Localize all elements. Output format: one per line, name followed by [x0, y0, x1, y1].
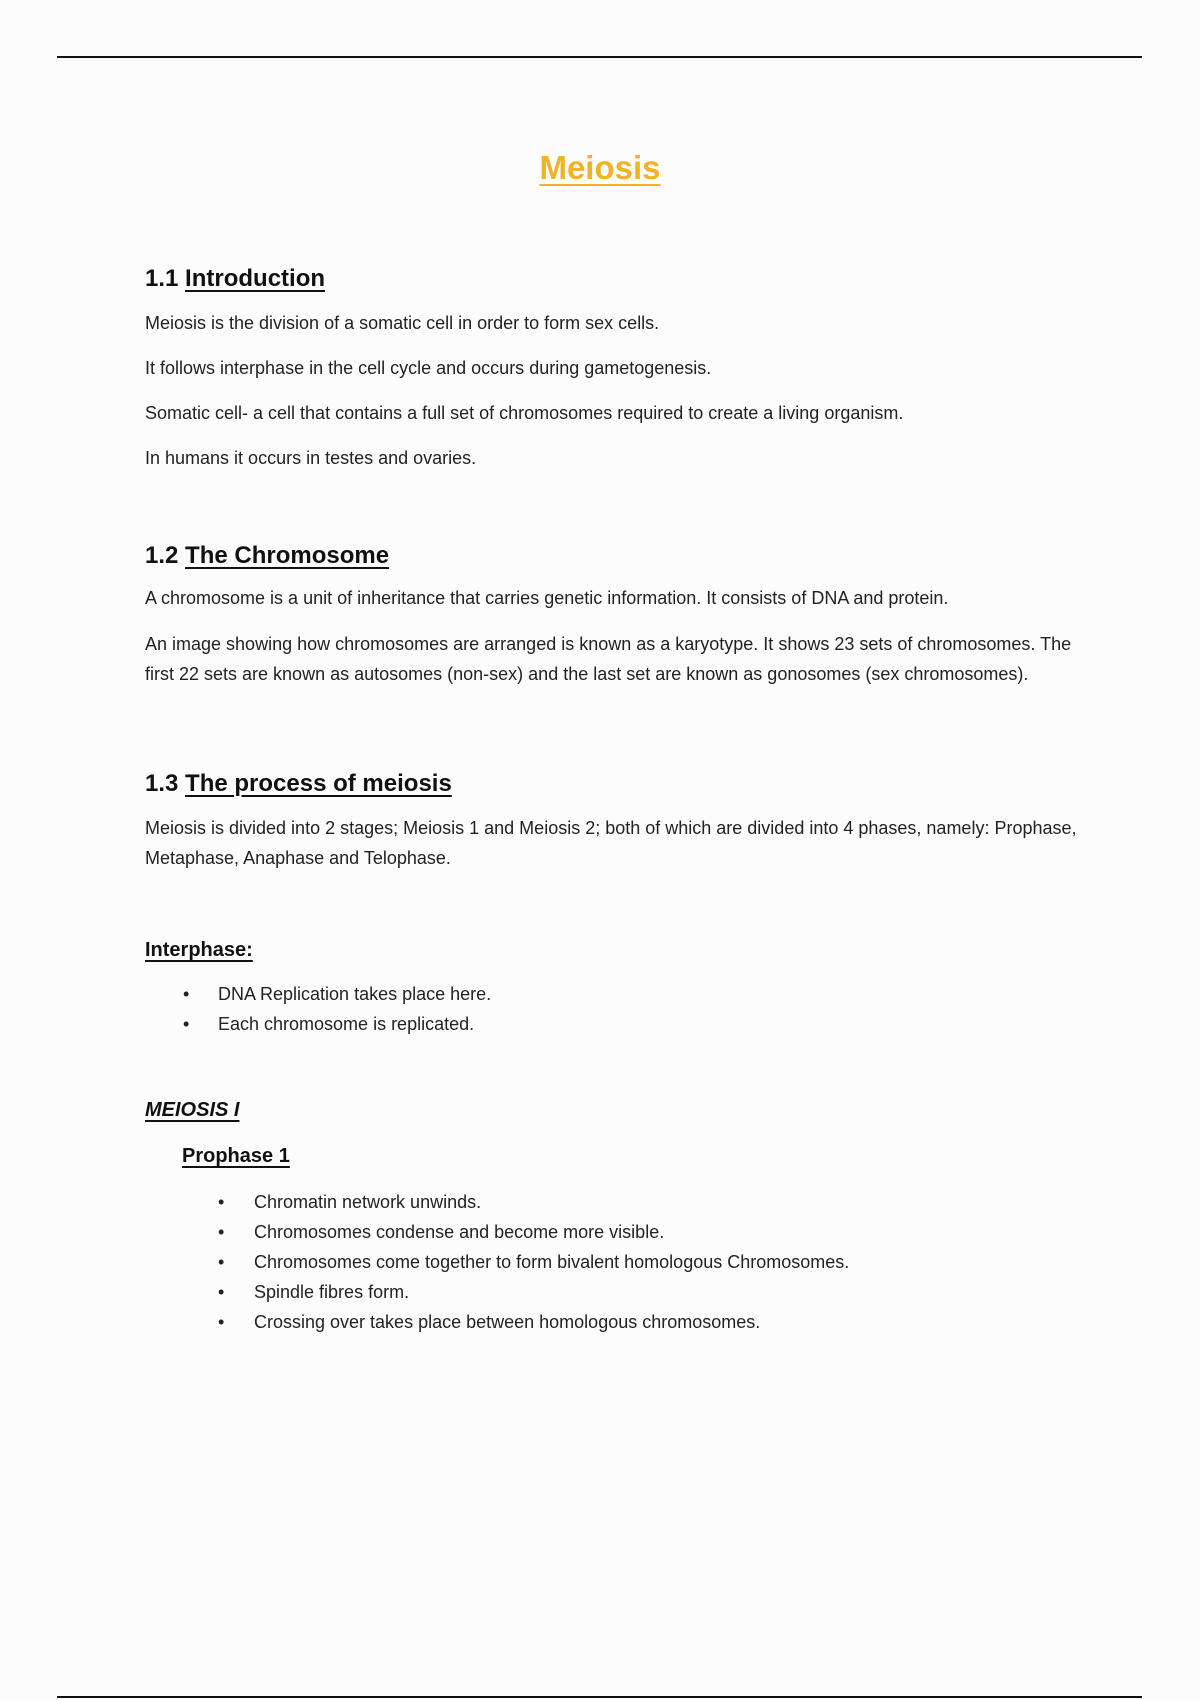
page-title-text: Meiosis — [539, 149, 661, 186]
list-item — [145, 1009, 1095, 1039]
section-title: The Chromosome — [185, 542, 390, 569]
prophase-1-heading: Prophase 1 — [182, 1145, 290, 1167]
bullet-icon: • — [183, 984, 190, 1004]
page-title — [0, 146, 1200, 190]
list-item — [145, 1277, 1095, 1307]
prophase-1-block — [145, 1141, 1095, 1171]
bullet-icon: • — [183, 1014, 190, 1034]
section-title: Introduction — [185, 265, 326, 292]
list-item-text: Spindle fibres form. — [254, 1282, 410, 1302]
list-item — [145, 1217, 1095, 1247]
list-item — [145, 979, 1095, 1009]
prophase-1-list — [145, 1187, 1095, 1337]
bullet-icon: • — [218, 1222, 225, 1242]
bullet-icon: • — [218, 1282, 225, 1302]
list-item-text: Chromatin network unwinds. — [254, 1192, 482, 1212]
list-item — [145, 1307, 1095, 1337]
section-process-heading — [145, 767, 1095, 801]
list-item-text: Chromosomes condense and become more visible. — [254, 1222, 665, 1242]
section-chromosome-heading — [145, 539, 1095, 573]
document-body — [145, 262, 1095, 1337]
top-rule — [57, 56, 1142, 58]
process-paragraph: Meiosis is divided into 2 stages; Meiosis 1 and Meiosis 2; both of which are divided into 4 phases, namely: Prophase, Metaphase, Anaphase and Telophase. — [145, 818, 1077, 868]
intro-paragraph-4: In humans it occurs in testes and ovaries. — [145, 448, 477, 468]
list-item — [145, 1247, 1095, 1277]
intro-paragraph-1: Meiosis is the division of a somatic cell in order to form sex cells. — [145, 313, 660, 333]
list-item-text: Each chromosome is replicated. — [218, 1014, 475, 1034]
list-item-text: Chromosomes come together to form bivalent homologous Chromosomes. — [254, 1252, 850, 1272]
bullet-icon: • — [218, 1312, 225, 1332]
list-item-text: Crossing over takes place between homologous chromosomes. — [254, 1312, 761, 1332]
intro-paragraph-2: It follows interphase in the cell cycle and occurs during gametogenesis. — [145, 358, 712, 378]
bullet-icon: • — [218, 1252, 225, 1272]
interphase-list — [145, 979, 1095, 1039]
section-number: 1.2 — [145, 542, 179, 569]
bullet-icon: • — [218, 1192, 225, 1212]
bottom-rule — [57, 1696, 1142, 1698]
meiosis-1-block — [145, 1095, 1095, 1125]
section-number: 1.1 — [145, 265, 179, 292]
meiosis-1-heading: MEIOSIS I — [145, 1099, 240, 1121]
section-title: The process of meiosis — [185, 770, 452, 797]
interphase-heading: Interphase: — [145, 939, 253, 961]
list-item — [145, 1187, 1095, 1217]
intro-paragraph-3: Somatic cell- a cell that contains a full set of chromosomes required to create a living organism. — [145, 403, 904, 423]
chromosome-paragraph-2: An image showing how chromosomes are arranged is known as a karyotype. It shows 23 sets of chromosomes. The first 22 sets are known as autosomes (non-sex) and the last set are known as gonosomes (sex chromosomes). — [145, 634, 1072, 684]
list-item-text: DNA Replication takes place here. — [218, 984, 492, 1004]
section-number: 1.3 — [145, 770, 179, 797]
chromosome-paragraph-1: A chromosome is a unit of inheritance that carries genetic information. It consists of DNA and protein. — [145, 588, 949, 608]
section-introduction-heading — [145, 262, 1095, 296]
